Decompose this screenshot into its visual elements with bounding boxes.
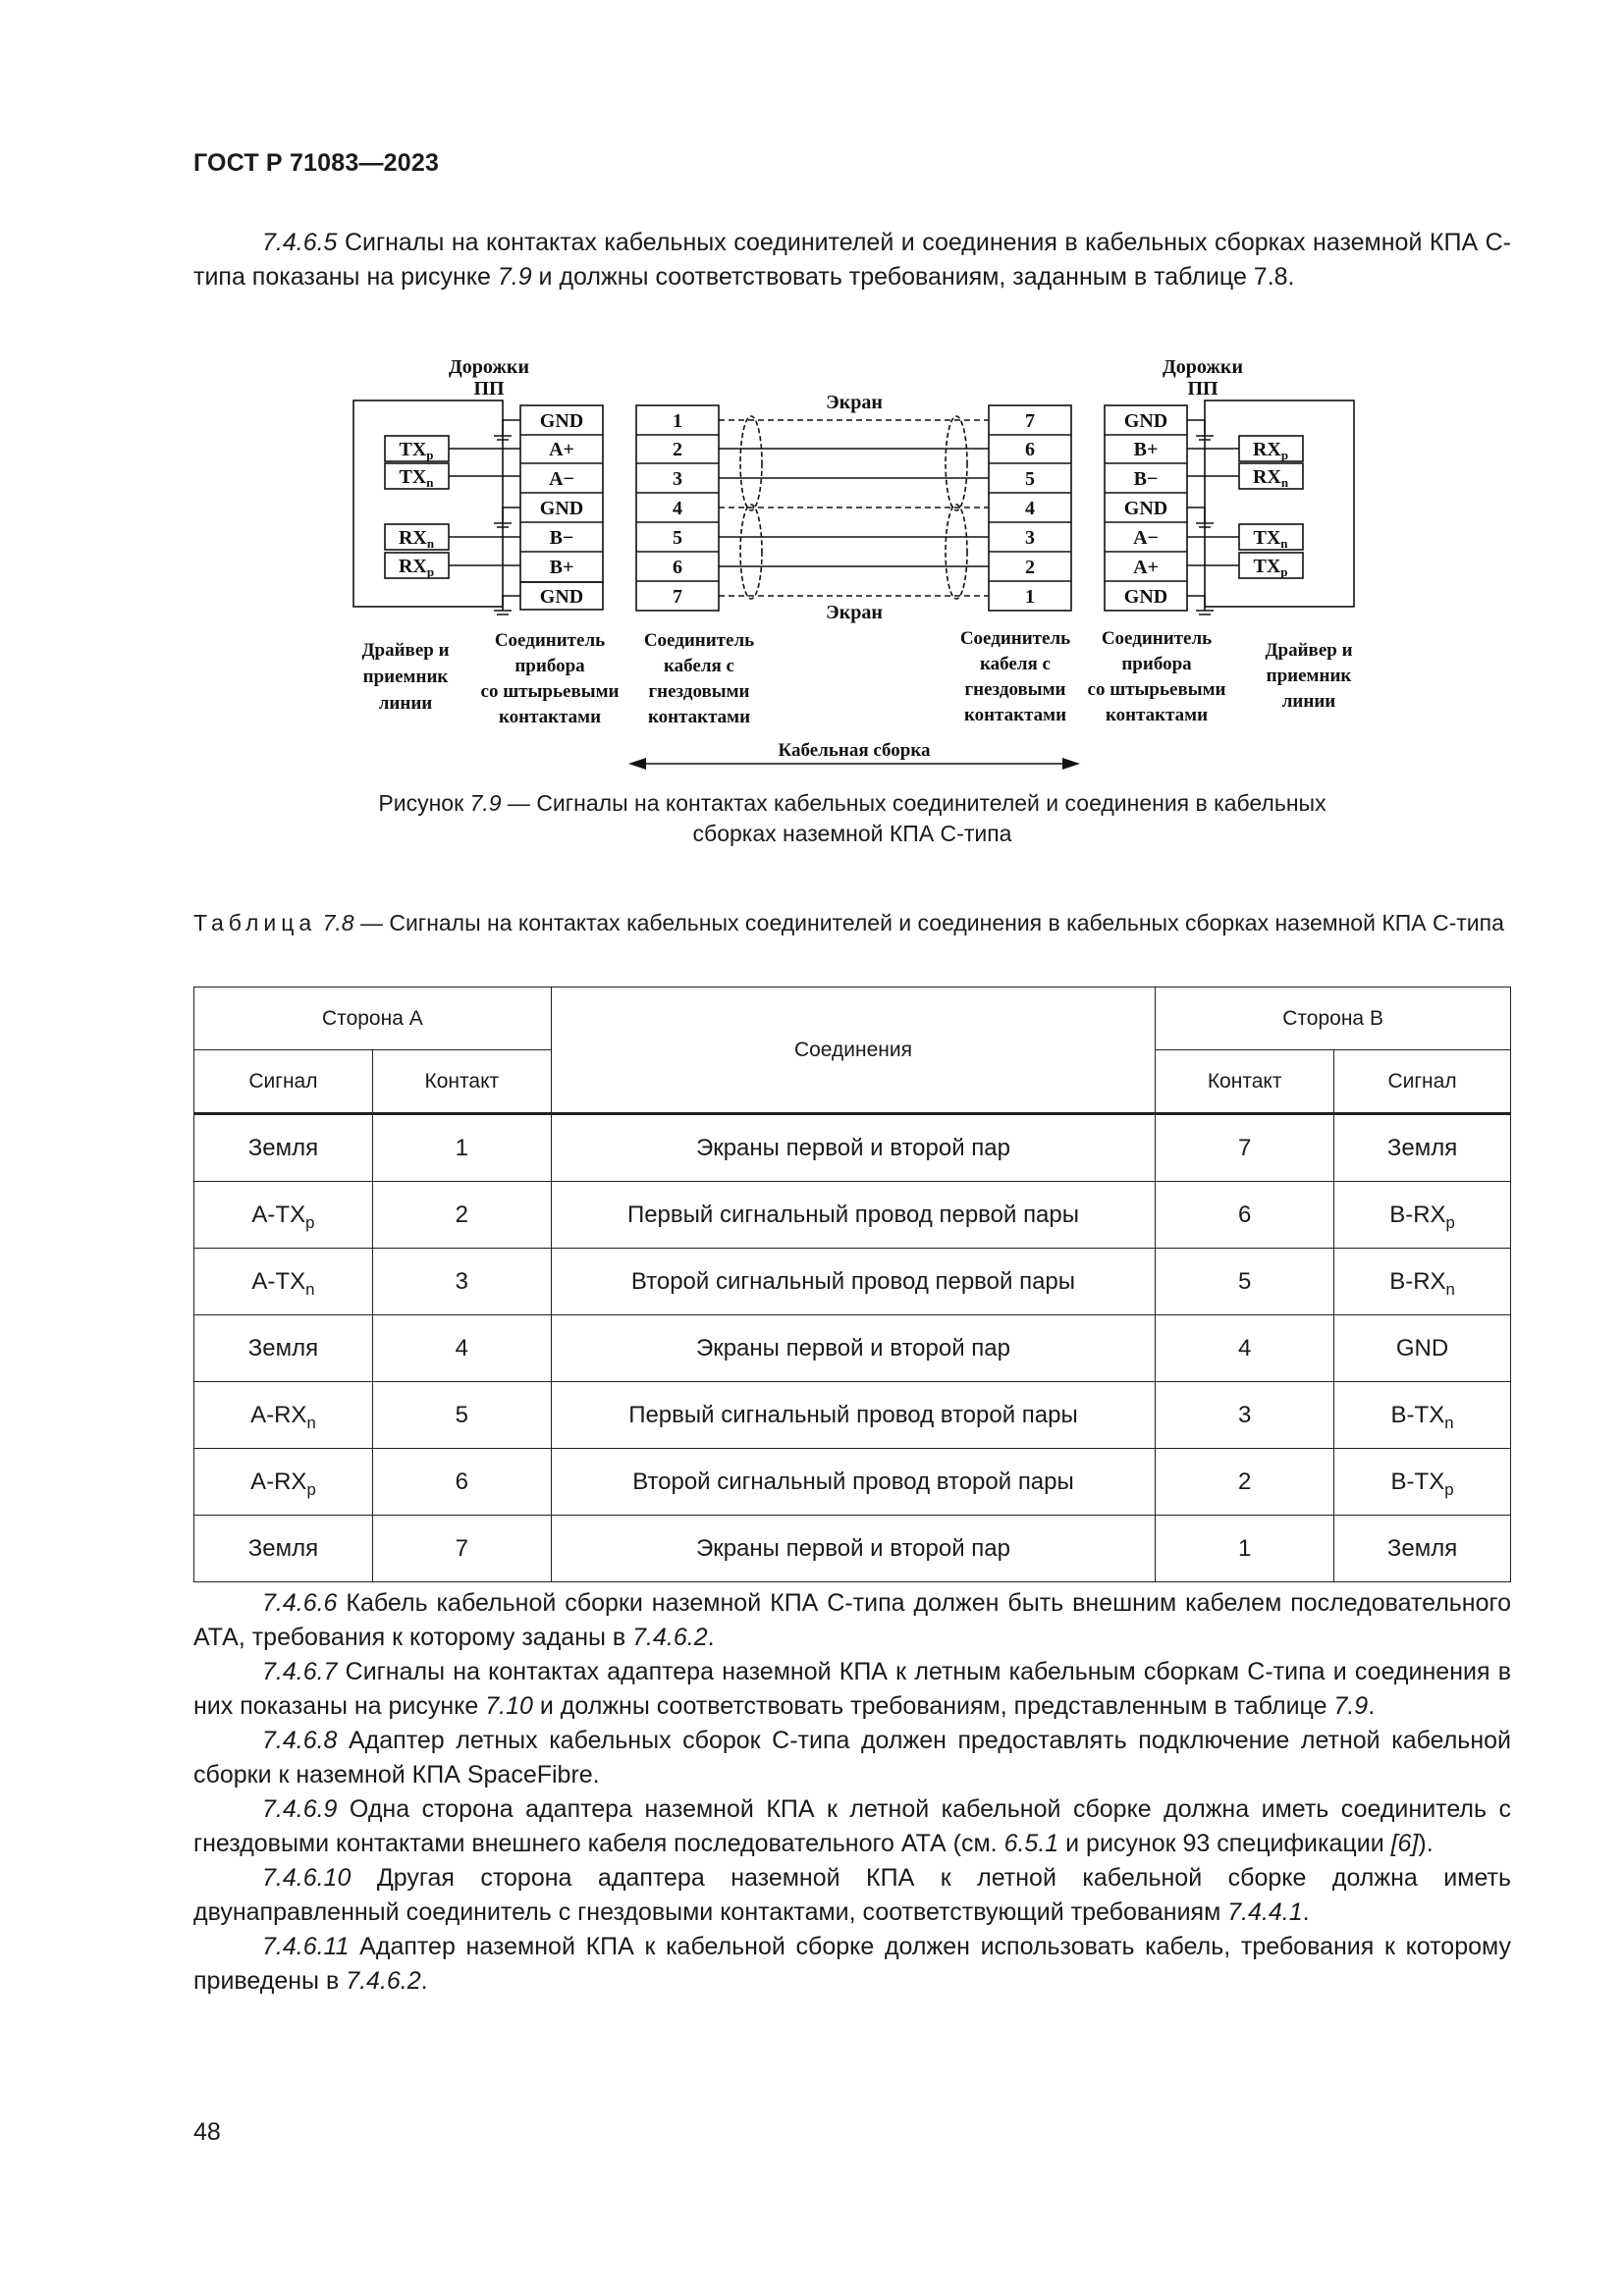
paragraph-7-4-6-7: 7.4.6.7 Сигналы на контактах адаптера наземной КПА к летным кабельным сборкам С-типа и соединения в них показаны на рисунке 7.10 и должны соответствовать требованиям, представленным в таблице 7.9.: [193, 1658, 1511, 1720]
left-cable-pin: 7: [673, 586, 682, 608]
table-label: Таблица: [193, 910, 317, 935]
left-cable-pin: 4: [673, 498, 682, 519]
left-cable-pin: 6: [673, 557, 682, 578]
right-device-pin: B+: [1133, 439, 1159, 460]
driver-label-left: линии: [378, 693, 433, 714]
figure-caption: [193, 788, 1511, 849]
caption-text-line2: сборках наземной КПА С-типа: [692, 821, 1012, 846]
screen-label-top: Экран: [826, 392, 883, 413]
caption-text: — Сигналы на контактах кабельных соединителей и соединения в кабельных: [501, 790, 1326, 816]
left-cable-pin: 1: [673, 410, 682, 432]
left-driver-signal: $TX_n$: [399, 466, 434, 490]
driver-label-left: Драйвер и: [361, 640, 450, 661]
driver-label-right: Драйвер и: [1265, 640, 1353, 661]
left-cable-pin: 3: [673, 468, 682, 490]
left-device-pin: A−: [549, 468, 574, 490]
left-device-pin: A+: [549, 439, 574, 460]
right-driver-signal: $RX_n$: [1252, 466, 1289, 490]
left-device-pin: B+: [549, 557, 574, 578]
right-device-pin: B−: [1133, 468, 1159, 490]
right-device-pin: GND: [1123, 410, 1168, 432]
header-connections: Соединения: [551, 988, 1155, 1114]
paragraph-7-4-6-5: [193, 226, 1511, 294]
caption-number: 7.9: [469, 790, 502, 816]
right-cable-pin: 4: [1025, 498, 1035, 519]
table-row: Земля 7 Экраны первой и второй пар 1 Земля: [194, 1516, 1511, 1582]
right-cable-pin: 5: [1025, 468, 1035, 490]
cable-conn-label-left: кабеля с: [664, 656, 734, 676]
right-device-pin: A−: [1133, 527, 1159, 549]
right-tracks-label: Дорожки: [1163, 356, 1243, 378]
device-conn-label-left: Соединитель: [494, 630, 606, 651]
header-contact-a: Контакт: [372, 1050, 551, 1114]
right-cable-pin: 2: [1025, 557, 1035, 578]
table-row: Земля 1 Экраны первой и второй пар 7 Земля: [194, 1114, 1511, 1182]
paragraph-7-4-6-6: 7.4.6.6 Кабель кабельной сборки наземной КПА С-типа должен быть внешним кабелем последовательного АТА, требования к которому заданы в 7.4.6.2.: [193, 1589, 1511, 1651]
cable-conn-label-right: гнездовыми: [964, 679, 1066, 700]
caption-prefix: Рисунок: [378, 790, 470, 816]
driver-label-left: приемник: [362, 667, 449, 687]
header-contact-b: Контакт: [1156, 1050, 1334, 1114]
left-device-pin: GND: [539, 498, 584, 519]
table-row: Земля 4 Экраны первой и второй пар 4 GND: [194, 1315, 1511, 1382]
cable-conn-label-right: кабеля с: [980, 654, 1051, 674]
left-tracks-label: Дорожки: [449, 356, 529, 378]
left-driver-signal: $RX_p$: [398, 556, 435, 579]
right-cable-pin: 3: [1025, 527, 1035, 549]
right-device-pin: A+: [1133, 557, 1159, 578]
paragraph-text: и должны соответствовать требованиям, заданным в таблице 7.8.: [531, 263, 1295, 291]
left-driver-signal: $TX_p$: [399, 439, 434, 462]
table-caption-text: — Сигналы на контактах кабельных соединителей и соединения в кабельных сборках наземной КПА С-типа: [353, 910, 1504, 935]
driver-label-right: линии: [1281, 691, 1336, 712]
clause-number: 7.4.6.5: [262, 229, 338, 256]
cable-conn-label-right: контактами: [963, 705, 1067, 725]
right-cable-pin: 1: [1025, 586, 1035, 608]
screen-label-bottom: Экран: [826, 602, 883, 623]
paragraph-7-4-6-8: 7.4.6.8 Адаптер летных кабельных сборок С-типа должен предоставлять подключение летной кабельной сборки к наземной КПА SpaceFibre.: [193, 1727, 1511, 1789]
page-number: 48: [193, 2118, 221, 2146]
left-cable-pin: 2: [673, 439, 682, 460]
table-row: $A-TX_n$ 3 Второй сигнальный провод первой пары 5 $B-RX_n$: [194, 1249, 1511, 1315]
table-row: $A-RX_p$ 6 Второй сигнальный провод второй пары 2 $B-TX_p$: [194, 1449, 1511, 1516]
cable-assembly-label: Кабельная сборка: [778, 740, 931, 761]
cable-conn-label-left: Соединитель: [643, 630, 755, 651]
wiring-diagram: [334, 351, 1375, 774]
table-row: $A-RX_n$ 5 Первый сигнальный провод второй пары 3 $B-TX_n$: [194, 1382, 1511, 1449]
paragraphs-block: [193, 1586, 1511, 1999]
device-conn-label-right: прибора: [1121, 654, 1192, 674]
figure-ref: 7.9: [497, 263, 532, 291]
left-cable-pin: 5: [673, 527, 682, 549]
cable-conn-label-left: гнездовыми: [648, 681, 750, 702]
left-device-pin: GND: [539, 410, 584, 432]
header-signal-a: Сигнал: [194, 1050, 373, 1114]
driver-label-right: приемник: [1266, 666, 1352, 686]
right-driver-signal: $TX_p$: [1253, 556, 1288, 579]
paragraph-7-4-6-10: 7.4.6.10 Другая сторона адаптера наземной КПА к летной кабельной сборке должна иметь двунаправленный соединитель с гнездовыми контактами, соответствующий требованиям 7.4.4.1.: [193, 1864, 1511, 1926]
right-tracks-label-2: ПП: [1187, 378, 1218, 400]
cable-conn-label-left: контактами: [647, 707, 751, 727]
header-side-a: Сторона А: [194, 988, 552, 1050]
paragraph-text: Сигналы на контактах кабельных соединителей и соединения в кабельных сборках наземной КПА С-типа показаны на рисунке: [193, 229, 1511, 291]
paragraph-7-4-6-9: 7.4.6.9 Одна сторона адаптера наземной КПА к летной кабельной сборке должна иметь соединитель с гнездовыми контактами внешнего кабеля последовательного АТА (см. 6.5.1 и рисунок 93 спецификации [6]).: [193, 1795, 1511, 1857]
signals-table: [193, 987, 1511, 1582]
document-header: ГОСТ Р 71083—2023: [193, 149, 440, 177]
paragraph-7-4-6-11: 7.4.6.11 Адаптер наземной КПА к кабельной сборке должен использовать кабель, требования к которому приведены в 7.4.6.2.: [193, 1933, 1511, 1995]
right-driver-signal: $RX_p$: [1252, 439, 1289, 462]
right-driver-signal: $TX_n$: [1253, 527, 1288, 551]
left-tracks-label-2: ПП: [473, 378, 505, 400]
device-conn-label-left: контактами: [498, 707, 602, 727]
header-side-b: Сторона В: [1156, 988, 1511, 1050]
left-device-pin: B−: [549, 527, 574, 549]
right-device-pin: GND: [1123, 498, 1168, 519]
device-conn-label-left: прибора: [514, 656, 585, 676]
device-conn-label-right: Соединитель: [1101, 628, 1213, 649]
table-number: 7.8: [322, 910, 354, 935]
device-conn-label-left: со штырьевыми: [480, 681, 620, 702]
header-signal-b: Сигнал: [1334, 1050, 1511, 1114]
table-caption: [193, 908, 1511, 938]
left-driver-signal: $RX_n$: [398, 527, 435, 551]
device-conn-label-right: со штырьевыми: [1087, 679, 1226, 700]
device-conn-label-right: контактами: [1105, 705, 1209, 725]
right-cable-pin: 6: [1025, 439, 1035, 460]
left-device-pin: GND: [539, 586, 584, 608]
cable-conn-label-right: Соединитель: [959, 628, 1071, 649]
table-row: $A-TX_p$ 2 Первый сигнальный провод первой пары 6 $B-RX_p$: [194, 1182, 1511, 1249]
right-cable-pin: 7: [1025, 410, 1035, 432]
right-device-pin: GND: [1123, 586, 1168, 608]
